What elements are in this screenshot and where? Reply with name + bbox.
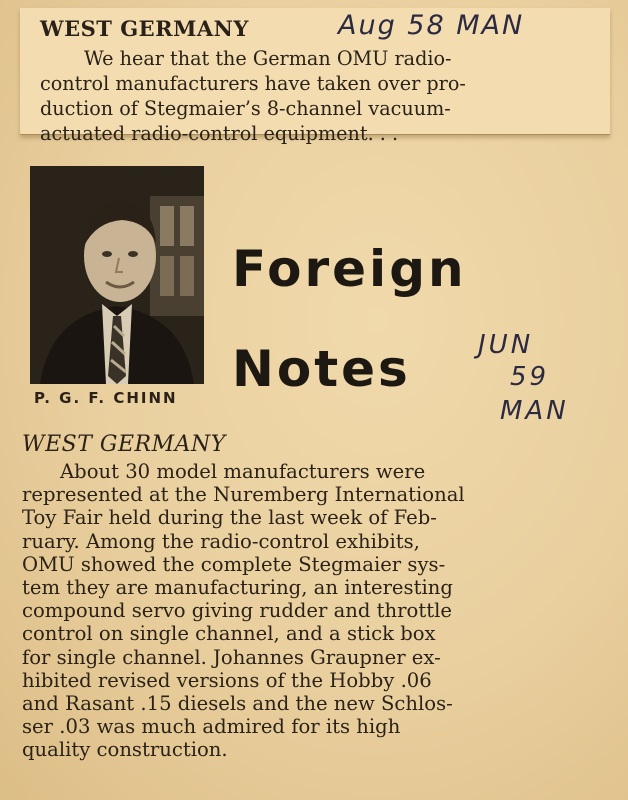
article-heading: WEST GERMANY: [22, 432, 226, 457]
article-line: control on single channel, and a stick box: [22, 622, 436, 646]
article-line: and Rasant .15 diesels and the new Schlos-: [22, 692, 453, 716]
article-body: [22, 460, 562, 762]
article-line: Toy Fair held during the last week of Feb-: [22, 506, 437, 530]
handwritten-note-line-3: MAN: [500, 396, 569, 426]
handwritten-note-line-2: 59: [510, 362, 550, 392]
handwritten-note-line-1: JUN: [478, 330, 534, 360]
portrait-photo: [30, 166, 204, 384]
article-line: for single channel. Johannes Graupner ex-: [22, 645, 441, 669]
article-line: ruary. Among the radio-control exhibits,: [22, 529, 420, 553]
article-line: represented at the Nuremberg International: [22, 483, 465, 507]
photo-caption: P. G. F. CHINN: [34, 389, 178, 407]
portrait-illustration: [30, 166, 204, 384]
clipping-line: control manufacturers have taken over pro-: [40, 72, 466, 95]
article-line: About 30 model manufacturers were: [60, 460, 426, 483]
article-line: tem they are manufacturing, an interesting: [22, 576, 453, 600]
article-line: quality construction.: [22, 738, 228, 762]
title-line-2: Notes: [232, 340, 411, 398]
clipping-line: We hear that the German OMU radio-: [84, 47, 452, 70]
top-clipping: [20, 8, 610, 145]
clipping-line: actuated radio-control equipment. . .: [40, 122, 399, 145]
article-line: OMU showed the complete Stegmaier sys-: [22, 552, 446, 576]
article-line: hibited revised versions of the Hobby .06: [22, 668, 432, 692]
article-line: compound servo giving rudder and throttle: [22, 599, 452, 623]
title-line-1: Foreign: [232, 240, 467, 298]
article-line: ser .03 was much admired for its high: [22, 715, 401, 739]
clipping-heading: WEST GERMANY: [40, 16, 249, 41]
handwritten-date-note: Aug 58 MAN: [338, 10, 525, 41]
clipping-body: [40, 46, 560, 146]
clipping-line: duction of Stegmaier’s 8-channel vacuum-: [40, 97, 451, 120]
